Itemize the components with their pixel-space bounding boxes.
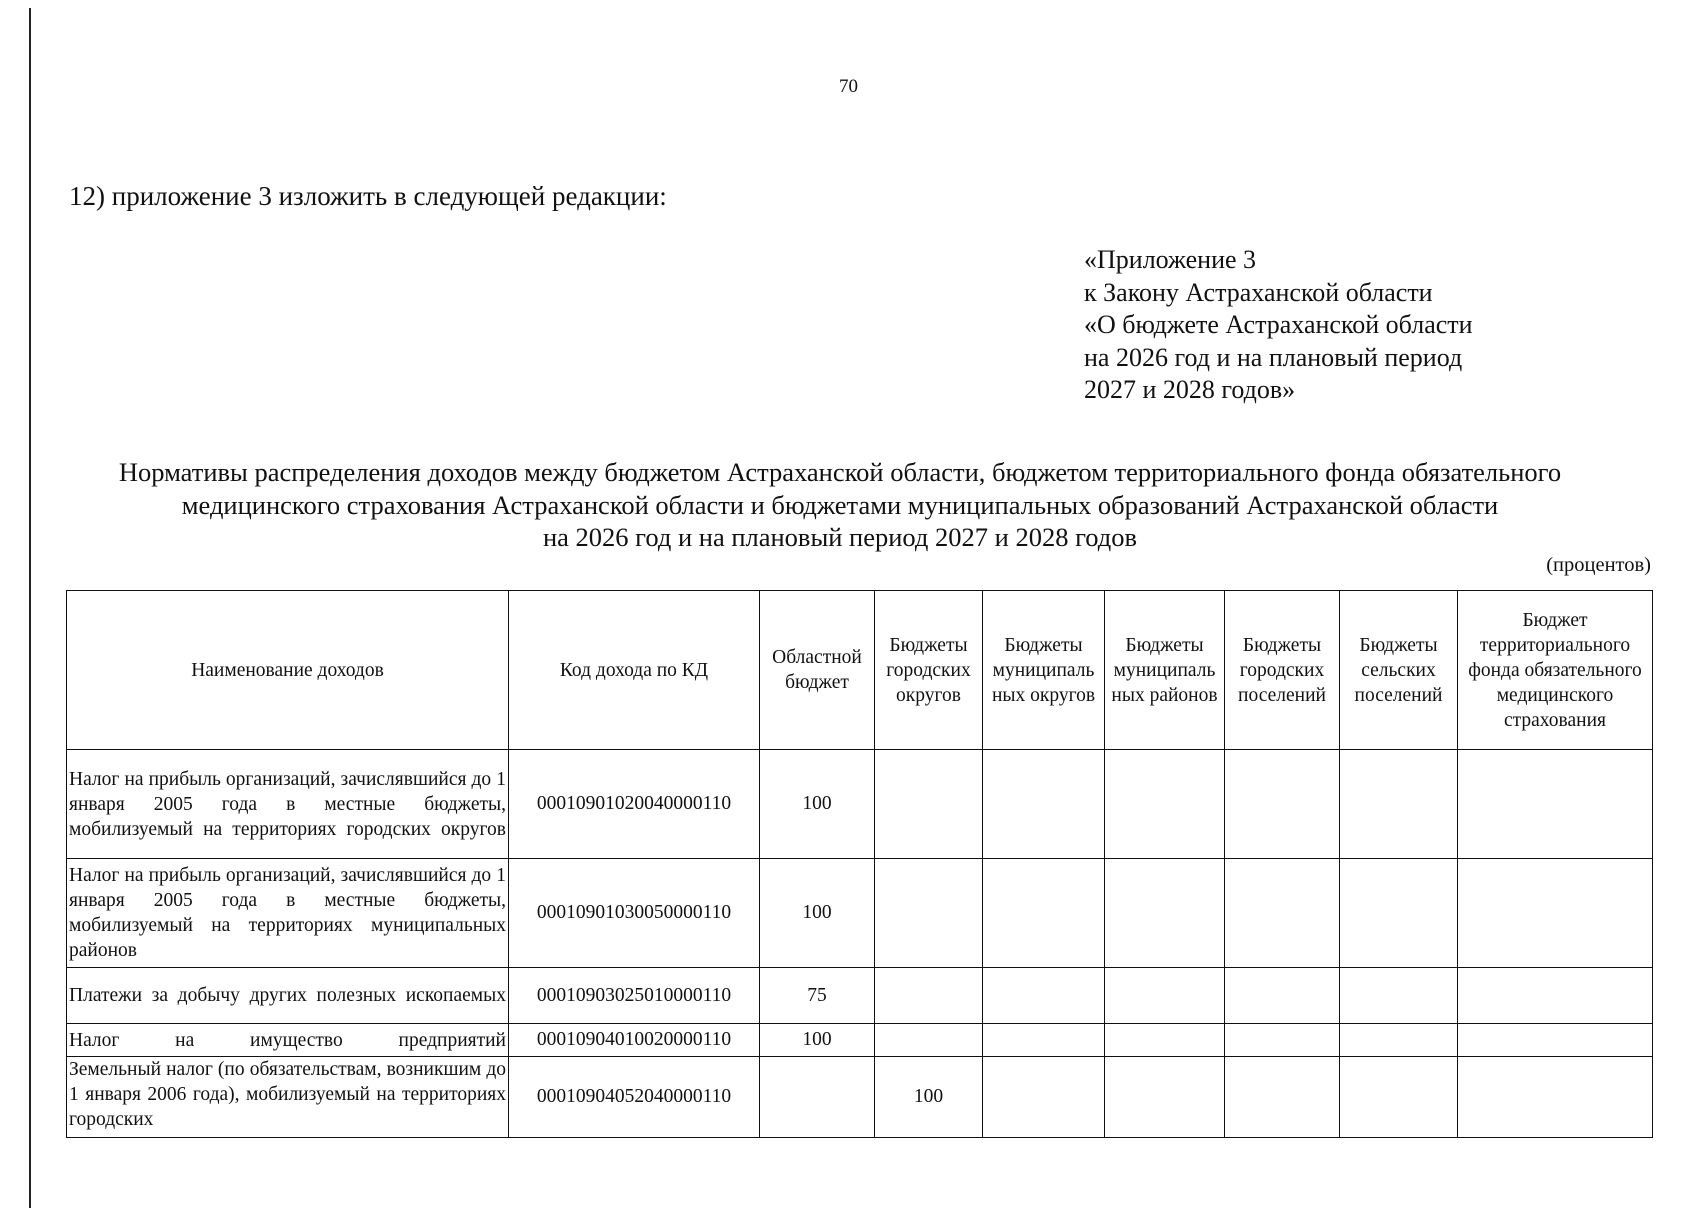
document-title [60, 456, 1620, 554]
header-cell: Наименование доходов [67, 591, 509, 750]
value-cell [1340, 968, 1458, 1024]
appendix-header-line: «Приложение 3 [1084, 245, 1257, 274]
document-title-line: на 2026 год и на плановый период 2027 и 2028 годов [542, 522, 1138, 552]
revenue-name-cell: Налог на имущество предприятий [67, 1024, 509, 1057]
units-note: (процентов) [1546, 554, 1651, 576]
value-cell [875, 968, 983, 1024]
value-cell [875, 1024, 983, 1057]
page-number: 70 [839, 76, 858, 97]
document-title-line: Нормативы распределения доходов между бюджетом Астраханской области, бюджетом территориального фонда обязательного [118, 457, 1562, 487]
header-cell: Бюджеты муниципаль ных районов [1105, 591, 1225, 750]
header-cell: Бюджеты городских округов [875, 591, 983, 750]
revenue-code-cell: 00010901020040000110 [509, 750, 760, 859]
revenue-code-cell: 00010904010020000110 [509, 1024, 760, 1057]
appendix-header-line: «О бюджете Астраханской области [1084, 310, 1473, 339]
header-cell: Бюджеты муниципаль ных округов [983, 591, 1105, 750]
appendix-header-line: к Закону Астраханской области [1084, 277, 1433, 307]
revenue-name-cell: Налог на прибыль организаций, зачислявшийся до 1 января 2005 года в местные бюджеты, мобилизуемый на территориях городских округов [67, 750, 509, 859]
appendix-header-line: 2027 и 2028 годов» [1084, 375, 1296, 404]
value-cell: 100 [760, 1024, 875, 1057]
value-cell: 100 [875, 1057, 983, 1138]
table-row [67, 1024, 1653, 1057]
value-cell [1340, 1057, 1458, 1138]
header-cell: Бюджеты городских поселений [1225, 591, 1340, 750]
value-cell [1105, 968, 1225, 1024]
table-header-row [67, 591, 1653, 750]
value-cell [1458, 968, 1653, 1024]
header-cell: Бюджет территориального фонда обязательного медицинского страхования [1458, 591, 1653, 750]
value-cell: 100 [760, 859, 875, 968]
value-cell [1105, 1057, 1225, 1138]
value-cell [1458, 750, 1653, 859]
revenue-name-cell: Земельный налог (по обязательствам, возникшим до 1 января 2006 года), мобилизуемый на территориях городских [67, 1057, 509, 1138]
revenue-distribution-table [66, 590, 1653, 1138]
revenue-name-cell: Платежи за добычу других полезных ископаемых [67, 968, 509, 1024]
value-cell [1340, 750, 1458, 859]
value-cell [760, 1057, 875, 1138]
value-cell [1458, 1024, 1653, 1057]
value-cell [1340, 859, 1458, 968]
value-cell [1225, 750, 1340, 859]
table-row [67, 859, 1653, 968]
table-row [67, 1057, 1653, 1138]
scan-edge-line [29, 8, 31, 1208]
value-cell [1105, 750, 1225, 859]
value-cell [1105, 1024, 1225, 1057]
table-row [67, 968, 1653, 1024]
value-cell [875, 859, 983, 968]
header-cell: Код дохода по КД [509, 591, 760, 750]
value-cell [983, 968, 1105, 1024]
value-cell [983, 859, 1105, 968]
value-cell [983, 750, 1105, 859]
value-cell [1225, 968, 1340, 1024]
value-cell [1458, 859, 1653, 968]
value-cell [1225, 859, 1340, 968]
revenue-code-cell: 00010903025010000110 [509, 968, 760, 1024]
header-cell: Бюджеты сельских поселений [1340, 591, 1458, 750]
revenue-name-cell: Налог на прибыль организаций, зачислявшийся до 1 января 2005 года в местные бюджеты, мобилизуемый на территориях муниципальных районов [67, 859, 509, 968]
value-cell [983, 1057, 1105, 1138]
document-title-line: медицинского страхования Астраханской области и бюджетами муниципальных образований Астраханской области [181, 489, 1499, 520]
value-cell: 75 [760, 968, 875, 1024]
value-cell [1225, 1024, 1340, 1057]
value-cell [1458, 1057, 1653, 1138]
header-cell: Областной бюджет [760, 591, 875, 750]
value-cell [1225, 1057, 1340, 1138]
value-cell: 100 [760, 750, 875, 859]
value-cell [1340, 1024, 1458, 1057]
value-cell [983, 1024, 1105, 1057]
revenue-code-cell: 00010904052040000110 [509, 1057, 760, 1138]
intro-text: 12) приложение 3 изложить в следующей редакции: [69, 181, 667, 211]
revenue-code-cell: 00010901030050000110 [509, 859, 760, 968]
table-row [67, 750, 1653, 859]
appendix-header [1084, 244, 1473, 407]
value-cell [875, 750, 983, 859]
value-cell [1105, 859, 1225, 968]
appendix-header-line: на 2026 год и на плановый период [1084, 342, 1463, 372]
